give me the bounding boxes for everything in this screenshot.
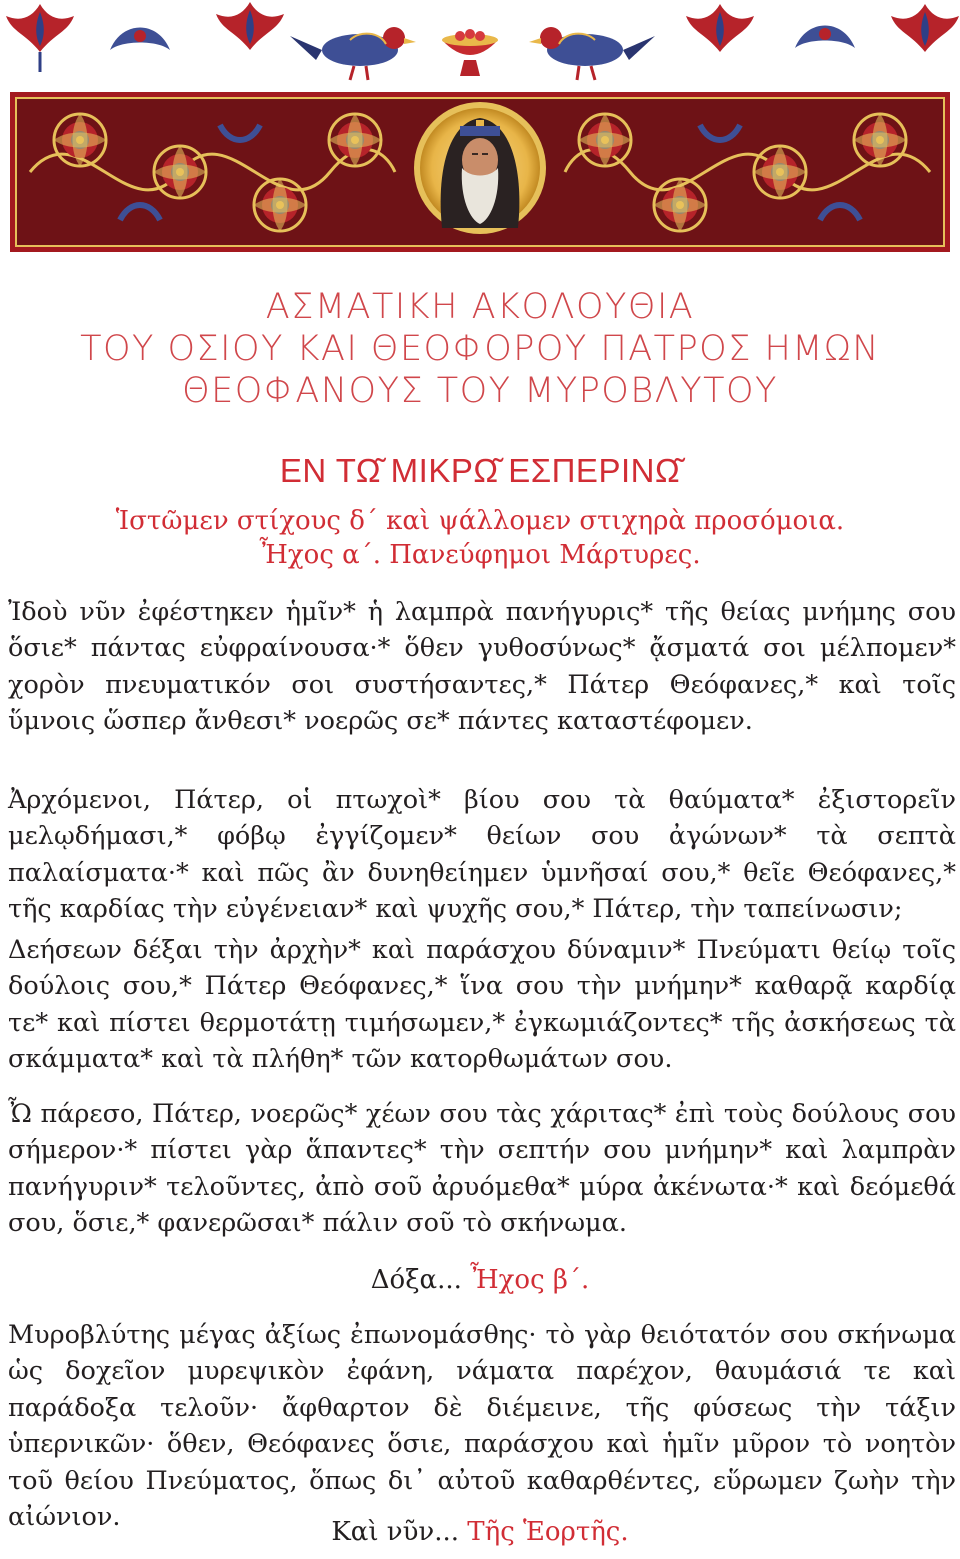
hymn-2: Ἀρχόμενοι, Πάτερ, οἱ πτωχοὶ* βίου σου τὰ θαύματα* ἐξιστορεῖν μελῳδήμασι,* φόβῳ ἐγγίζομεν* θείων σου ἀγώνων* τὰ σεπτὰ παλαίσματα·* καὶ πῶς ἂν δυνηθείημεν ὑμνῆσαί σου,* θεῖε Θεόφανες,* τῆς καρδίας τὴν εὐγένειαν* καὶ ψυχῆς σου,* Πάτερ, τὴν ταπείνωσιν;	[8, 785, 956, 925]
saint-icon-medallion	[414, 102, 546, 234]
top-ornament-2	[110, 28, 170, 51]
title-block	[0, 286, 960, 412]
doxa-label: Δόξα...	[370, 1265, 462, 1295]
kai-nyn-line	[0, 1517, 960, 1547]
title-line-3: ΘΕΟΦΑΝΟΥΣ ΤΟΥ ΜΥΡΟΒΛΥΤΟΥ	[182, 371, 778, 411]
hymn-4: Ὦ πάρεσο, Πάτερ, νοερῶς* χέων σου τὰς χάριτας* ἐπὶ τοὺς δούλους σου σήμερον·* πίστει γὰρ ἅπαντες* τὴν σεπτήν σου μνήμην* καὶ λαμπρὰν πανήγυριν* τελοῦντες, ἀπὸ σοῦ ἀρυόμεθα* μύρα ἀκένωτα·* καὶ δεόμεθά σου, ὅσιε,* φανερῶσαι* πάλιν σοῦ τὸ σκήνωμα.	[8, 1099, 956, 1239]
doxastikon: Μυροβλύτης μέγας ἀξίως ἐπωνομάσθης· τὸ γὰρ θειότατόν σου σκήνωμα ὡς δοχεῖον μυρεψικὸν ἐφάνη, νάματα παρέχον, θαυμάσιά τε καὶ παράδοξα τελοῦν· ἄφθαρτον δὲ διέμεινε, τῆς φύσεως τὴν τάξιν ὑπερνικῶν· ὅθεν, Θεόφανες ὅσιε, παράσχου καὶ ἡμῖν μῦρον τὸ νοητὸν τοῦ θείου Πνεύματος, ὅπως δι᾿ αὐτοῦ καθαρθέντες, εὕρωμεν ζωὴν τὴν αἰώνιον.	[8, 1320, 956, 1533]
ornamental-header	[0, 0, 960, 282]
hymn-1: Ἰδοὺ νῦν ἐφέστηκεν ἡμῖν* ἡ λαμπρὰ πανήγυρις* τῆς θείας μνήμης σου ὅσιε* πάντας εὐφραίνουσα·* ὅθεν γυθοσύνως* ᾄσματά σοι μέλπομεν* χορὸν πνευματικόν σοι συστήσαντες,* Πάτερ Θεόφανες,* καὶ τοῖς ὕμνοις ὥσπερ ἄνθεσι* νοερῶς σε* πάντες καταστέφομεν.	[8, 597, 956, 737]
right-bird-icon	[529, 27, 655, 80]
kai-nyn-feast: Τῆς Ἑορτῆς.	[467, 1517, 629, 1547]
top-ornament-3	[216, 2, 284, 50]
section-heading: ΕΝ ΤΩ͂ ΜΙΚΡΩ͂ ΕΣΠΕΡΙΝΩ͂	[279, 452, 681, 489]
rubric-line-1: Ἱστῶμεν στίχους δ΄ καὶ ψάλλομεν στιχηρὰ προσόμοια.	[115, 506, 845, 536]
doxa-line	[0, 1265, 960, 1295]
top-right-lily	[891, 4, 959, 52]
kai-nyn-label: Καὶ νῦν...	[331, 1517, 460, 1547]
bowl-icon	[442, 29, 498, 76]
rubric-line-2: Ἦχος α΄. Πανεύφημοι Μάρτυρες.	[259, 540, 701, 570]
hymn-3: Δεήσεων δέξαι τὴν ἀρχὴν* καὶ παράσχου δύναμιν* Πνεύματι θείῳ τοῖς δούλοις σου,* Πάτερ Θεόφανες,* ἵνα σου τὴν μνήμην* καθαρᾷ καρδίᾳ τε* καὶ πίστει θερμοτάτῃ τιμήσωμεν,* ἐγκωμιάζοντες* τῆς ἀσκήσεως τὰ σκάμματα* καὶ τὰ πλήθη* τῶν κατορθωμάτων σου.	[8, 935, 956, 1075]
title-line-1: ΑΣΜΑΤΙΚΗ ΑΚΟΛΟΥΘΙΑ	[265, 287, 695, 327]
title-line-2: ΤΟΥ ΟΣΙΟΥ ΚΑΙ ΘΕΟΦΟΡΟΥ ΠΑΤΡΟΣ ΗΜΩΝ	[80, 329, 880, 369]
left-bird-icon	[290, 27, 416, 80]
top-left-lily	[6, 4, 74, 72]
top-ornament-r1	[686, 4, 754, 52]
top-ornament-r2	[795, 26, 855, 49]
doxa-tone: Ἦχος β΄.	[470, 1265, 590, 1295]
